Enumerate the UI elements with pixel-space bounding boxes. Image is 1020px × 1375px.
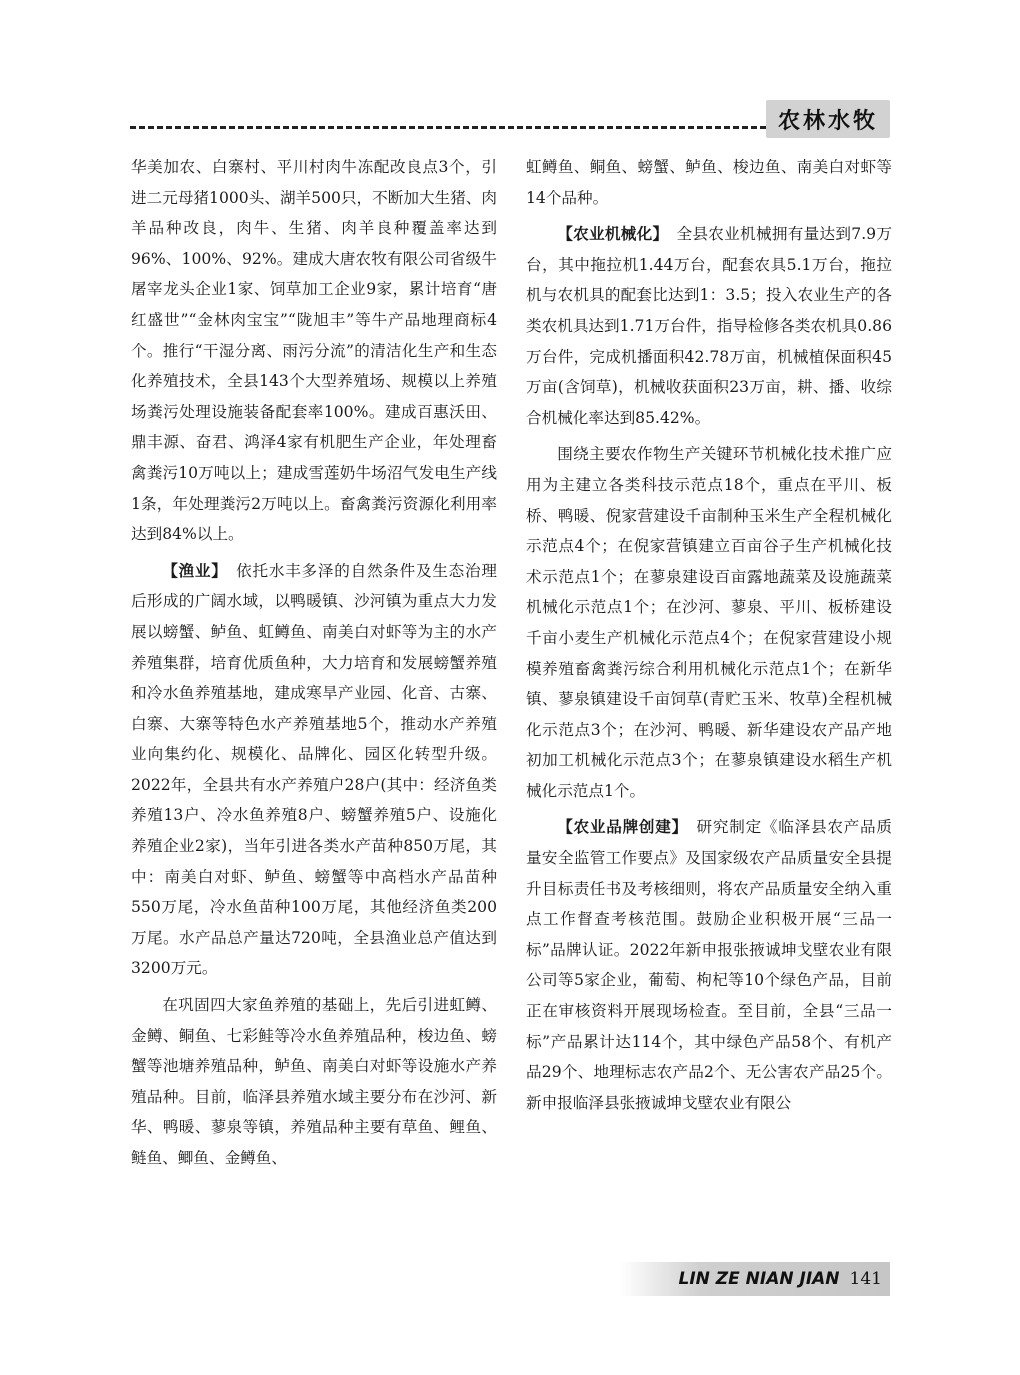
right-column [526, 152, 892, 1124]
section-tag: 农林水牧 [766, 100, 890, 138]
heading-fishery: 【渔业】 [162, 561, 228, 580]
paragraph-fishery [131, 556, 497, 984]
paragraph-mechanization [526, 219, 892, 433]
paragraph: 在巩固四大家鱼养殖的基础上，先后引进虹鳟、金鳟、鲖鱼、七彩鲑等冷水鱼养殖品种，梭边鱼、螃蟹等池塘养殖品种，鲈鱼、南美白对虾等设施水产养殖品种。目前，临泽县养殖水域主要分布在沙河、新华、鸭暖、蓼泉等镇，养殖品种主要有草鱼、鲤鱼、鲢鱼、鲫鱼、金鳟鱼、 [131, 996, 497, 1167]
footer-band [620, 1262, 890, 1296]
paragraph: 围绕主要农作物生产关键环节机械化技术推广应用为主建立各类科技示范点18个，重点在平川、板桥、鸭暖、倪家营建设千亩制种玉米生产全程机械化示范点4个；在倪家营镇建立百亩谷子生产机械化技术示范点1个；在蓼泉建设百亩露地蔬菜及设施蔬菜机械化示范点1个；在沙河、蓼泉、平川、板桥建设千亩小麦生产机械化示范点4个；在倪家营建设小规模养殖畜禽粪污综合利用机械化示范点1个；在新华镇、蓼泉镇建设千亩饲草(青贮玉米、牧草)全程机械化示范点3个；在沙河、鸭暖、新华建设农产品产地初加工机械化示范点3个；在蓼泉镇建设水稻生产机械化示范点1个。 [526, 445, 892, 800]
paragraph: 华美加农、白寨村、平川村肉牛冻配改良点3个，引进二元母猪1000头、湖羊500只，不断加大生猪、肉羊品种改良，肉牛、生猪、肉羊良种覆盖率达到96%、100%、92%。建成大唐农牧有限公司省级牛屠宰龙头企业1家、饲草加工企业9家，累计培育“唐红盛世”“金林肉宝宝”“陇旭丰”等牛产品地理商标4个。推行“干湿分离、雨污分流”的清洁化生产和生态化养殖技术，全县143个大型养殖场、规模以上养殖场粪污处理设施装备配套率100%。建成百惠沃田、鼎丰源、奋君、鸿泽4家有机肥生产企业，年处理畜禽粪污10万吨以上；建成雪莲奶牛场沼气发电生产线1条，年处理粪污2万吨以上。畜禽粪污资源化利用率达到84%以上。 [131, 158, 497, 544]
header-dashed-rule [130, 126, 766, 129]
paragraph: 虹鳟鱼、鲖鱼、螃蟹、鲈鱼、梭边鱼、南美白对虾等14个品种。 [526, 158, 892, 207]
paragraph-text: 全县农业机械拥有量达到7.9万台，其中拖拉机1.44万台，配套农具5.1万台，拖拉机与农机具的配套比达到1：3.5；投入农业生产的各类农机具达到1.71万台件，指导检修各类农机具0.86万台件，完成机播面积42.78万亩，机械植保面积45万亩(含饲草)，机械收获面积23万亩，耕、播、收综合机械化率达到85.42%。 [526, 225, 892, 427]
journal-name: LIN ZE NIAN JIAN [678, 1269, 840, 1289]
heading-brand: 【农业品牌创建】 [557, 818, 688, 837]
paragraph-text: 依托水丰多泽的自然条件及生态治理后形成的广阔水域，以鸭暖镇、沙河镇为重点大力发展以螃蟹、鲈鱼、虹鳟鱼、南美白对虾等为主的水产养殖集群，培育优质鱼种，大力培育和发展螃蟹养殖和冷水鱼养殖基地，建成寒旱产业园、化音、古寨、白寨、大寨等特色水产养殖基地5个，推动水产养殖业向集约化、规模化、品牌化、园区化转型升级。2022年，全县共有水产养殖户28户(其中：经济鱼类养殖13户、冷水鱼养殖8户、螃蟹养殖5户、设施化养殖企业2家)，当年引进各类水产苗种850万尾，其中：南美白对虾、鲈鱼、螃蟹等中高档水产品苗种550万尾，冷水鱼苗种100万尾，其他经济鱼类200万尾。水产品总产量达720吨，全县渔业总产值达到3200万元。 [131, 561, 497, 978]
page-number: 141 [849, 1269, 882, 1289]
left-column [131, 152, 497, 1180]
paragraph-brand [526, 812, 892, 1118]
paragraph-text: 研究制定《临泽县农产品质量安全监管工作要点》及国家级农产品质量安全县提升目标责任书及考核细则，将农产品质量安全纳入重点工作督查考核范围。鼓励企业积极开展“三品一标”品牌认证。2022年新申报张掖诚坤戈壁农业有限公司等5家企业，葡萄、枸杞等10个绿色产品，目前正在审核资料开展现场检查。至目前，全县“三品一标”产品累计达114个，其中绿色产品58个、有机产品29个、地理标志农产品2个、无公害农产品25个。新申报临泽县张掖诚坤戈壁农业有限公 [526, 818, 892, 1112]
heading-mechanization: 【农业机械化】 [557, 225, 669, 244]
